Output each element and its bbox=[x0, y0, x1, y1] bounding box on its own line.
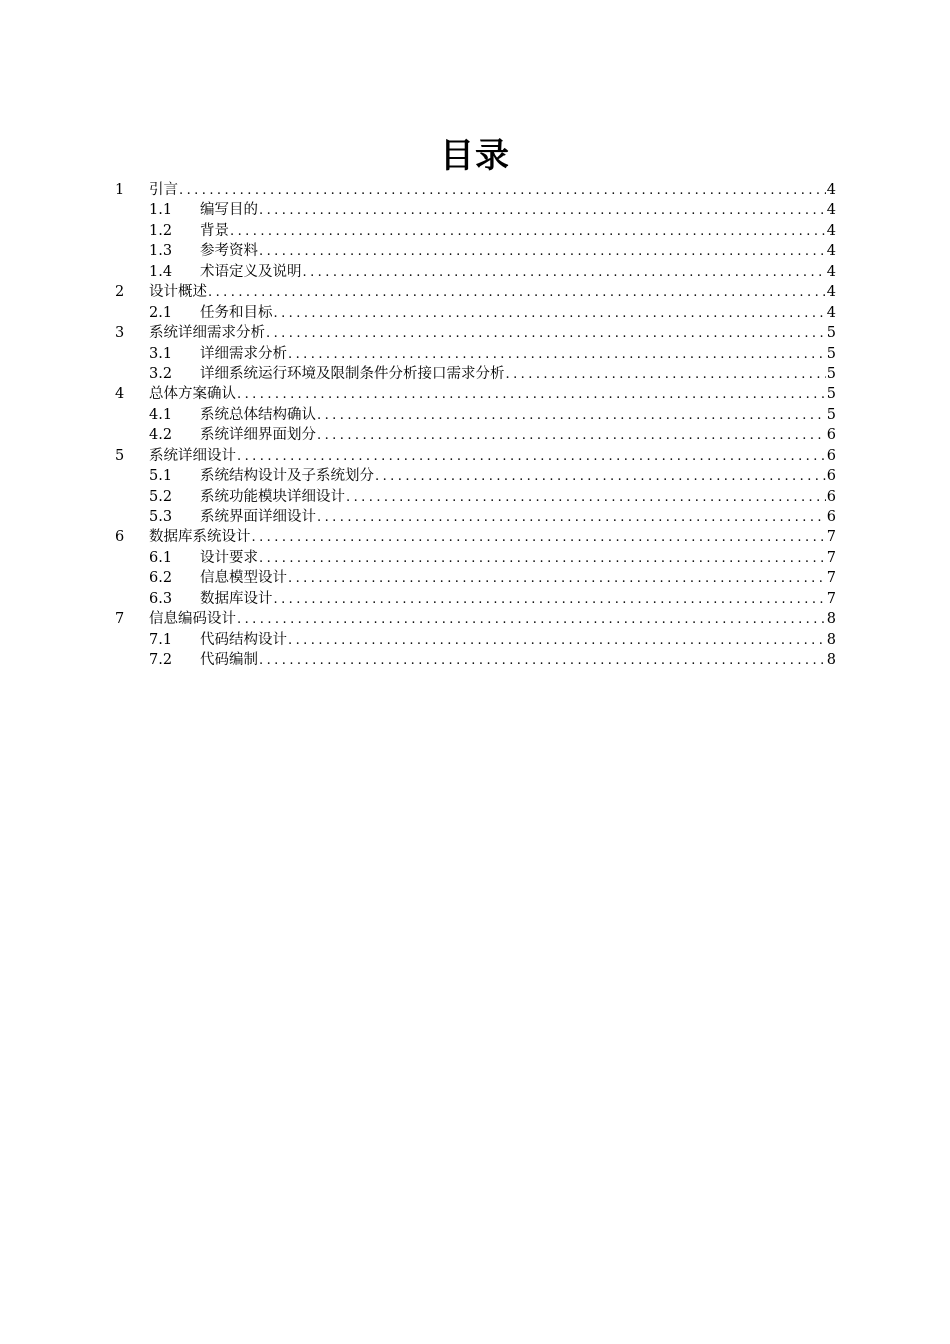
toc-entry-page-number: 5 bbox=[826, 365, 836, 382]
toc-dot-leader bbox=[316, 508, 826, 528]
toc-entry-number: 1.3 bbox=[149, 243, 173, 260]
toc-entry-number: 2 bbox=[115, 284, 125, 301]
toc-entry-number: 3.1 bbox=[149, 345, 173, 362]
toc-entry-number: 3.2 bbox=[149, 365, 173, 382]
toc-entry-page-number: 7 bbox=[826, 529, 836, 546]
toc-entry-page-number: 4 bbox=[826, 304, 836, 321]
toc-entry-title: 系统功能模块详细设计 bbox=[200, 488, 345, 505]
toc-dot-leader bbox=[316, 426, 826, 446]
toc-dot-leader bbox=[236, 385, 826, 405]
toc-entry-number: 3 bbox=[115, 325, 125, 342]
toc-entry-number: 7.1 bbox=[149, 631, 173, 648]
toc-entry-number: 2.1 bbox=[149, 304, 173, 321]
toc-entry-page-number: 6 bbox=[826, 447, 836, 464]
toc-entry-page-number: 8 bbox=[826, 611, 836, 628]
toc-entry-title: 术语定义及说明 bbox=[200, 263, 302, 280]
toc-entry-number: 5.1 bbox=[149, 468, 173, 485]
toc-dot-leader bbox=[345, 488, 826, 508]
toc-entry-number: 6.3 bbox=[149, 590, 173, 607]
toc-entry-section[interactable] bbox=[115, 650, 836, 670]
toc-entry-section[interactable] bbox=[115, 568, 836, 588]
toc-entry-section[interactable] bbox=[115, 405, 836, 425]
toc-entry-number: 7 bbox=[115, 611, 125, 628]
toc-entry-chapter[interactable] bbox=[115, 609, 836, 629]
toc-entry-chapter[interactable] bbox=[115, 323, 836, 343]
toc-dot-leader bbox=[251, 528, 827, 548]
toc-entry-number: 6.1 bbox=[149, 549, 173, 566]
toc-entry-title: 背景 bbox=[200, 222, 229, 239]
toc-entry-page-number: 8 bbox=[826, 631, 836, 648]
toc-entry-title: 系统结构设计及子系统划分 bbox=[200, 468, 374, 485]
toc-entry-title: 任务和目标 bbox=[200, 304, 273, 321]
toc-entry-section[interactable] bbox=[115, 630, 836, 650]
toc-entry-page-number: 4 bbox=[826, 182, 836, 198]
toc-entry-section[interactable] bbox=[115, 241, 836, 261]
toc-entry-page-number: 7 bbox=[826, 590, 836, 607]
toc-entry-page-number: 8 bbox=[826, 652, 836, 669]
toc-entry-section[interactable] bbox=[115, 303, 836, 323]
toc-entry-title: 信息编码设计 bbox=[149, 611, 236, 628]
toc-entry-section[interactable] bbox=[115, 589, 836, 609]
toc-entry-page-number: 5 bbox=[826, 325, 836, 342]
toc-dot-leader bbox=[287, 345, 826, 365]
table-of-contents bbox=[115, 180, 836, 671]
toc-dot-leader bbox=[374, 467, 826, 487]
toc-entry-chapter[interactable] bbox=[115, 384, 836, 404]
toc-entry-number: 7.2 bbox=[149, 652, 173, 669]
toc-entry-section[interactable] bbox=[115, 262, 836, 282]
toc-entry-page-number: 7 bbox=[826, 570, 836, 587]
toc-entry-section[interactable] bbox=[115, 466, 836, 486]
toc-entry-page-number: 4 bbox=[826, 263, 836, 280]
toc-entry-number: 1 bbox=[115, 182, 125, 198]
toc-entry-page-number: 4 bbox=[826, 284, 836, 301]
toc-entry-title: 信息模型设计 bbox=[200, 570, 287, 587]
toc-entry-title: 系统详细界面划分 bbox=[200, 427, 316, 444]
toc-entry-section[interactable] bbox=[115, 200, 836, 220]
toc-entry-page-number: 6 bbox=[826, 468, 836, 485]
toc-entry-number: 5.3 bbox=[149, 509, 173, 525]
toc-entry-number: 4 bbox=[115, 386, 125, 403]
toc-entry-section[interactable] bbox=[115, 364, 836, 384]
toc-entry-number: 1.4 bbox=[149, 263, 173, 280]
toc-entry-title: 引言 bbox=[149, 182, 178, 198]
toc-entry-page-number: 4 bbox=[826, 202, 836, 219]
toc-entry-title: 数据库系统设计 bbox=[149, 529, 251, 546]
toc-dot-leader bbox=[287, 569, 826, 589]
toc-entry-section[interactable] bbox=[115, 344, 836, 364]
toc-entry-number: 6.2 bbox=[149, 570, 173, 587]
toc-entry-page-number: 6 bbox=[826, 427, 836, 444]
toc-dot-leader bbox=[258, 201, 826, 221]
toc-entry-chapter[interactable] bbox=[115, 446, 836, 466]
toc-dot-leader bbox=[273, 590, 827, 610]
toc-entry-number: 1.2 bbox=[149, 222, 173, 239]
toc-entry-number: 6 bbox=[115, 529, 125, 546]
toc-entry-chapter[interactable] bbox=[115, 282, 836, 302]
toc-entry-page-number: 6 bbox=[826, 509, 836, 525]
toc-entry-title: 代码结构设计 bbox=[200, 631, 287, 648]
toc-entry-page-number: 5 bbox=[826, 345, 836, 362]
toc-dot-leader bbox=[178, 181, 826, 201]
toc-entry-title: 设计概述 bbox=[149, 284, 207, 301]
toc-entry-number: 1.1 bbox=[149, 202, 173, 219]
toc-dot-leader bbox=[229, 222, 826, 242]
toc-dot-leader bbox=[258, 651, 826, 671]
toc-dot-leader bbox=[316, 406, 826, 426]
toc-entry-section[interactable] bbox=[115, 425, 836, 445]
toc-dot-leader bbox=[207, 283, 826, 303]
toc-entry-title: 系统总体结构确认 bbox=[200, 406, 316, 423]
toc-dot-leader bbox=[236, 447, 826, 467]
toc-entry-chapter[interactable] bbox=[115, 527, 836, 547]
toc-entry-page-number: 6 bbox=[826, 488, 836, 505]
toc-entry-title: 编写目的 bbox=[200, 202, 258, 219]
toc-entry-title: 系统界面详细设计 bbox=[200, 509, 316, 525]
toc-entry-chapter[interactable] bbox=[115, 180, 836, 200]
toc-entry-title: 详细系统运行环境及限制条件分析接口需求分析 bbox=[200, 365, 505, 382]
toc-entry-page-number: 5 bbox=[826, 406, 836, 423]
toc-entry-title: 设计要求 bbox=[200, 549, 258, 566]
toc-entry-number: 4.2 bbox=[149, 427, 173, 444]
toc-dot-leader bbox=[236, 610, 826, 630]
toc-entry-title: 代码编制 bbox=[200, 652, 258, 669]
toc-entry-page-number: 7 bbox=[826, 549, 836, 566]
toc-entry-page-number: 5 bbox=[826, 386, 836, 403]
toc-dot-leader bbox=[273, 304, 827, 324]
toc-dot-leader bbox=[287, 631, 826, 651]
toc-entry-title: 详细需求分析 bbox=[200, 345, 287, 362]
toc-entry-number: 4.1 bbox=[149, 406, 173, 423]
toc-entry-title: 数据库设计 bbox=[200, 590, 273, 607]
toc-entry-page-number: 4 bbox=[826, 222, 836, 239]
toc-entry-number: 5.2 bbox=[149, 488, 173, 505]
toc-entry-section[interactable] bbox=[115, 548, 836, 568]
toc-entry-section[interactable] bbox=[115, 487, 836, 507]
toc-title: 目录 bbox=[440, 136, 510, 176]
toc-entry-section[interactable] bbox=[115, 507, 836, 527]
toc-entry-title: 参考资料 bbox=[200, 243, 258, 260]
toc-dot-leader bbox=[505, 365, 827, 385]
toc-entry-number: 5 bbox=[115, 447, 125, 464]
toc-entry-title: 系统详细需求分析 bbox=[149, 325, 265, 342]
toc-dot-leader bbox=[258, 242, 826, 262]
toc-dot-leader bbox=[258, 549, 826, 569]
toc-entry-title: 系统详细设计 bbox=[149, 447, 236, 464]
toc-entry-page-number: 4 bbox=[826, 243, 836, 260]
toc-entry-title: 总体方案确认 bbox=[149, 386, 236, 403]
toc-dot-leader bbox=[302, 263, 827, 283]
toc-dot-leader bbox=[265, 324, 826, 344]
toc-entry-section[interactable] bbox=[115, 221, 836, 241]
